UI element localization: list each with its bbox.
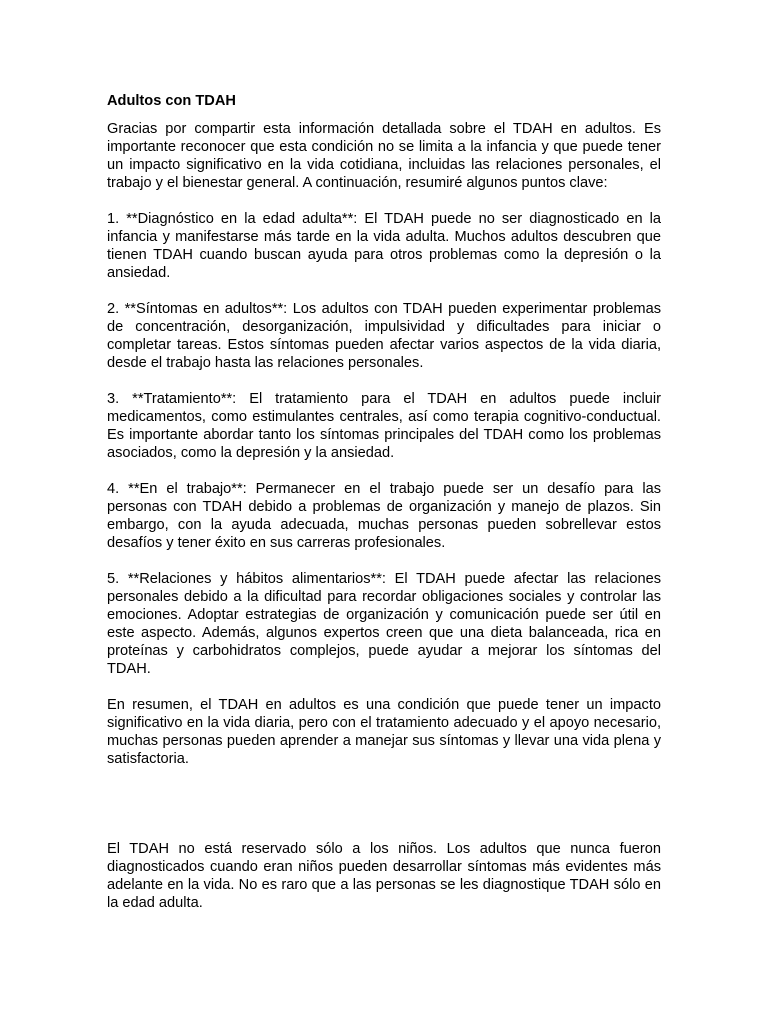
point-diagnosis: 1. **Diagnóstico en la edad adulta**: El TDAH puede no ser diagnosticado en la infancia y manifestarse más tarde en la vida adulta. Muchos adultos descubren que tienen TDAH cuando buscan ayuda para otros problemas como la depresión o la ansiedad. [107, 211, 661, 281]
blank-space [107, 786, 661, 840]
document-page [107, 92, 661, 930]
intro-paragraph: Gracias por compartir esta información detallada sobre el TDAH en adultos. Es importante reconocer que esta condición no se limita a la infancia y que puede tener un impacto significativo en la vida cotidiana, incluidas las relaciones personales, el trabajo y el bienestar general. A continuación, resumiré algunos puntos clave: [107, 121, 661, 191]
document-title: Adultos con TDAH [107, 93, 236, 109]
summary-paragraph: En resumen, el TDAH en adultos es una condición que puede tener un impacto significativo en la vida diaria, pero con el tratamiento adecuado y el apoyo necesario, muchas personas pueden aprender a manejar sus síntomas y llevar una vida plena y satisfactoria. [107, 697, 661, 767]
point-treatment: 3. **Tratamiento**: El tratamiento para el TDAH en adultos puede incluir medicamentos, como estimulantes centrales, así como terapia cognitivo-conductual. Es importante abordar tanto los síntomas principales del TDAH como los problemas asociados, como la depresión y la ansiedad. [107, 391, 661, 461]
point-work: 4. **En el trabajo**: Permanecer en el trabajo puede ser un desafío para las personas con TDAH debido a problemas de organización y manejo de plazos. Sin embargo, con la ayuda adecuada, muchas personas pueden sobrellevar estos desafíos y tener éxito en sus carreras profesionales. [107, 481, 661, 551]
point-relationships: 5. **Relaciones y hábitos alimentarios**: El TDAH puede afectar las relaciones personales debido a la dificultad para recordar obligaciones sociales y controlar las emociones. Adoptar estrategias de organización y comunicación puede ser útil en este aspecto. Además, algunos expertos creen que una dieta balanceada, rica en proteínas y carbohidratos complejos, puede ayudar a mejorar los síntomas del TDAH. [107, 571, 661, 677]
closing-paragraph: El TDAH no está reservado sólo a los niños. Los adultos que nunca fueron diagnosticados cuando eran niños pueden desarrollar síntomas más evidentes más adelante en la vida. No es raro que a las personas se les diagnostique TDAH sólo en la edad adulta. [107, 841, 661, 911]
point-symptoms: 2. **Síntomas en adultos**: Los adultos con TDAH pueden experimentar problemas de concentración, desorganización, impulsividad y dificultades para iniciar o completar tareas. Estos síntomas pueden afectar varios aspectos de la vida diaria, desde el trabajo hasta las relaciones personales. [107, 301, 661, 371]
